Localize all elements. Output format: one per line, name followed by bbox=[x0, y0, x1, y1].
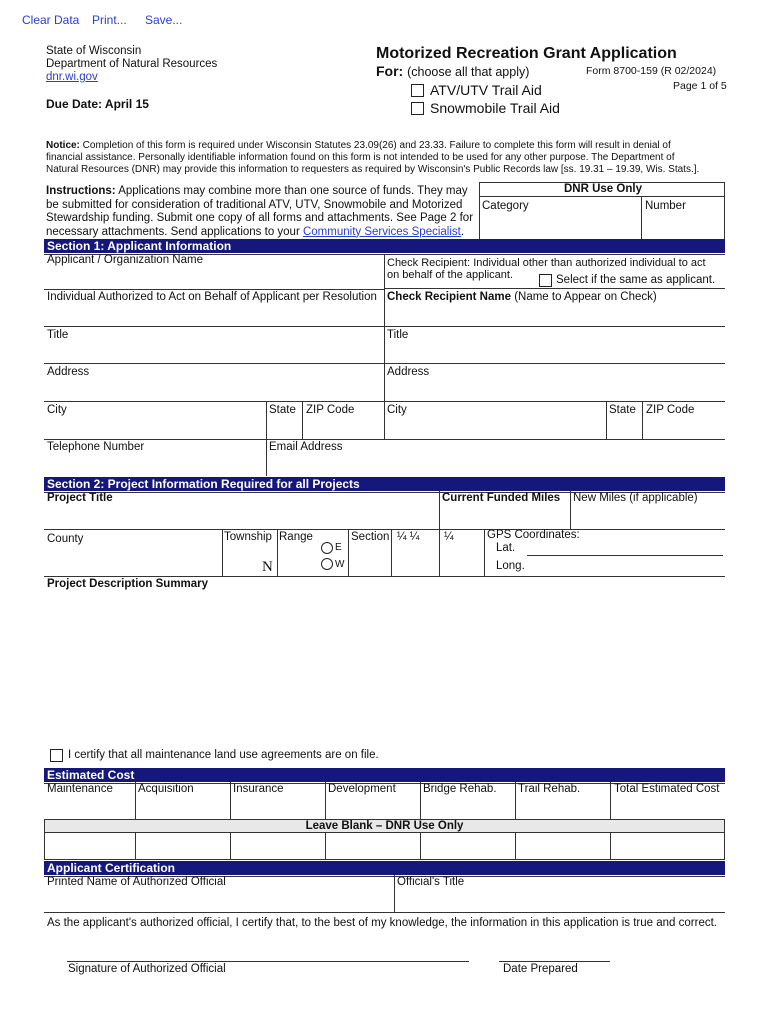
applicant-name-label: Applicant / Organization Name bbox=[47, 254, 203, 266]
land-use-agreements-checkbox[interactable] bbox=[50, 749, 63, 762]
range-east-radio[interactable] bbox=[321, 542, 333, 554]
atv-utv-checkbox[interactable] bbox=[411, 84, 424, 97]
city-right-label: City bbox=[387, 404, 407, 416]
same-as-applicant-label: Select if the same as applicant. bbox=[556, 274, 716, 286]
instructions-label: Instructions: bbox=[46, 185, 116, 197]
date-prepared-line[interactable] bbox=[499, 961, 610, 962]
cost-maintenance-label: Maintenance bbox=[47, 783, 113, 795]
state-left-label: State bbox=[269, 404, 296, 416]
city-left-label: City bbox=[47, 404, 67, 416]
title-right-label: Title bbox=[387, 329, 409, 341]
instructions-text-1: Applications may combine more than one source of funds. They may bbox=[115, 185, 468, 197]
instructions-line-1 bbox=[46, 185, 476, 199]
for-label: For: bbox=[376, 63, 404, 79]
date-prepared-label: Date Prepared bbox=[503, 963, 578, 975]
for-hint: (choose all that apply) bbox=[407, 65, 530, 79]
estimated-cost-header: Estimated Cost bbox=[44, 768, 725, 782]
signature-label: Signature of Authorized Official bbox=[68, 963, 226, 975]
same-as-applicant-checkbox[interactable] bbox=[539, 274, 552, 287]
notice-text-1: Completion of this form is required under Wisconsin Statutes 23.09(26) and 23.33. Failure to complete this form will result in denial of bbox=[79, 140, 671, 151]
check-recipient-name-label bbox=[387, 291, 657, 303]
check-recipient-name-rest: (Name to Appear on Check) bbox=[511, 291, 657, 303]
gps-lat-field[interactable] bbox=[527, 555, 723, 556]
community-services-specialist-link[interactable]: Community Services Specialist bbox=[302, 225, 461, 238]
for-line bbox=[376, 63, 529, 79]
section-2-header: Section 2: Project Information Required for all Projects bbox=[44, 477, 725, 491]
zip-right-label: ZIP Code bbox=[646, 404, 695, 416]
instructions-block bbox=[46, 185, 476, 239]
applicant-certification-header: Applicant Certification bbox=[44, 861, 725, 875]
notice-line-2: financial assistance. Personally identifiable information found on this form is not intended to be used for any other purpose. The Department of bbox=[46, 152, 675, 163]
website-link[interactable]: dnr.wi.gov bbox=[46, 71, 98, 83]
title-left-label: Title bbox=[47, 329, 69, 341]
range-label: Range bbox=[279, 531, 313, 543]
instructions-line-4 bbox=[46, 226, 476, 240]
address-left-label: Address bbox=[47, 366, 90, 378]
email-label: Email Address bbox=[269, 441, 343, 453]
cost-bridge-rehab-label: Bridge Rehab. bbox=[423, 783, 497, 795]
project-title-label: Project Title bbox=[47, 492, 113, 504]
instructions-period: . bbox=[460, 225, 465, 238]
certification-statement: As the applicant's authorized official, I certify that, to the best of my knowledge, the information in this application is true and correct. bbox=[47, 917, 717, 929]
snowmobile-label: Snowmobile Trail Aid bbox=[430, 100, 560, 116]
notice-line-1 bbox=[46, 140, 736, 152]
notice-label: Notice: bbox=[46, 140, 80, 151]
cost-acquisition-label: Acquisition bbox=[138, 783, 194, 795]
current-funded-miles-label: Current Funded Miles bbox=[442, 492, 561, 504]
zip-left-label: ZIP Code bbox=[306, 404, 355, 416]
save-button[interactable]: Save... bbox=[145, 13, 183, 27]
range-east-label: E bbox=[335, 542, 342, 553]
agency-department: Department of Natural Resources bbox=[46, 58, 218, 70]
gps-lat-label: Lat. bbox=[496, 542, 516, 554]
dnr-use-only-title: DNR Use Only bbox=[564, 183, 642, 195]
snowmobile-checkbox[interactable] bbox=[411, 102, 424, 115]
range-west-radio[interactable] bbox=[321, 558, 333, 570]
address-right-label: Address bbox=[387, 366, 430, 378]
agency-state: State of Wisconsin bbox=[46, 45, 142, 57]
range-west-label: W bbox=[335, 559, 345, 570]
quarter-label: ¼ bbox=[444, 531, 454, 543]
officials-title-label: Official's Title bbox=[397, 876, 465, 888]
leave-blank-label: Leave Blank – DNR Use Only bbox=[45, 820, 724, 833]
gps-coordinates-label: GPS Coordinates: bbox=[487, 529, 580, 541]
project-description-label: Project Description Summary bbox=[47, 578, 209, 590]
clear-data-button[interactable]: Clear Data bbox=[22, 13, 80, 27]
page-number: Page 1 of 5 bbox=[673, 80, 727, 92]
form-number: Form 8700-159 (R 02/2024) bbox=[586, 65, 717, 77]
township-label: Township bbox=[224, 531, 272, 543]
telephone-label: Telephone Number bbox=[47, 441, 145, 453]
print-button[interactable]: Print... bbox=[92, 13, 127, 27]
instructions-text-4: necessary attachments. Send applications to your bbox=[46, 225, 303, 238]
instructions-line-3: Stewardship funding. Submit one copy of all forms and attachments. See Page 2 for bbox=[46, 212, 474, 224]
authorized-individual-label: Individual Authorized to Act on Behalf of Applicant per Resolution bbox=[47, 291, 377, 303]
printed-name-label: Printed Name of Authorized Official bbox=[47, 876, 226, 888]
notice-line-3: Natural Resources (DNR) may provide this information to requesters as required by Wisconsin's Public Records law [ss. 19.31 – 19.39, Wis. Stats.]. bbox=[46, 164, 700, 175]
due-date: Due Date: April 15 bbox=[46, 97, 149, 111]
section-1-header: Section 1: Applicant Information bbox=[44, 239, 725, 253]
section-label: Section bbox=[351, 531, 390, 543]
atv-utv-label: ATV/UTV Trail Aid bbox=[430, 82, 542, 98]
new-miles-label: New Miles (if applicable) bbox=[573, 492, 698, 504]
form-title: Motorized Recreation Grant Application bbox=[376, 45, 677, 62]
county-label: County bbox=[47, 533, 84, 545]
signature-line[interactable] bbox=[67, 961, 469, 962]
dnr-number-label: Number bbox=[645, 200, 686, 212]
cost-total-label: Total Estimated Cost bbox=[614, 783, 720, 795]
check-recipient-note-2: on behalf of the applicant. bbox=[387, 269, 513, 281]
gps-long-label: Long. bbox=[496, 560, 525, 572]
cost-development-label: Development bbox=[328, 783, 396, 795]
cost-insurance-label: Insurance bbox=[233, 783, 284, 795]
township-n-label: N bbox=[262, 559, 273, 575]
notice-block bbox=[46, 140, 736, 176]
instructions-line-2: be submitted for consideration of traditional ATV, UTV, Snowmobile and Motorized bbox=[46, 198, 463, 211]
quarter-quarter-label: ¼ ¼ bbox=[397, 531, 420, 543]
check-recipient-note-1: Check Recipient: Individual other than authorized individual to act bbox=[387, 257, 706, 269]
cost-trail-rehab-label: Trail Rehab. bbox=[518, 783, 581, 795]
land-use-agreements-label: I certify that all maintenance land use agreements are on file. bbox=[68, 749, 379, 761]
check-recipient-name-bold: Check Recipient Name bbox=[387, 291, 511, 303]
dnr-category-label: Category bbox=[482, 200, 529, 212]
project-description-field[interactable] bbox=[44, 592, 725, 740]
state-right-label: State bbox=[609, 404, 636, 416]
